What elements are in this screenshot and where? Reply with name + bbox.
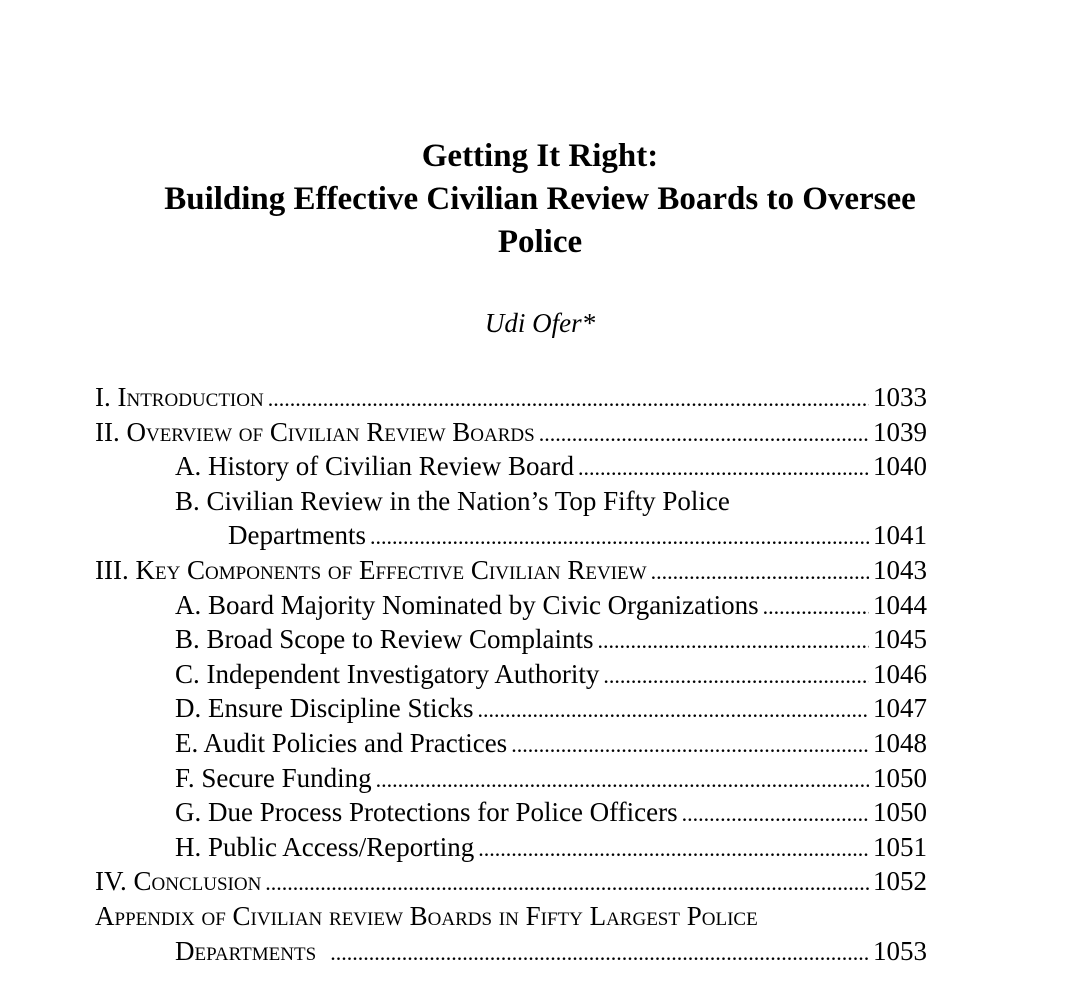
toc-label: H. Public Access/Reporting — [175, 831, 475, 862]
toc-page: 1053 — [873, 935, 927, 966]
toc-page: 1050 — [873, 762, 927, 793]
toc-label: F. Secure Funding — [175, 762, 372, 793]
toc-entry-top-fifty-line1: B. Civilian Review in the Nation’s Top Fifty Police — [175, 485, 730, 516]
toc-label: Departments — [228, 520, 366, 551]
toc-label: I. Introduction — [95, 382, 264, 412]
toc-page: 1040 — [873, 451, 927, 482]
toc-entry-overview — [95, 415, 927, 450]
toc-label: Departments — [175, 935, 317, 966]
toc-label: IV. Conclusion — [95, 866, 262, 897]
toc-entry-f — [175, 761, 927, 796]
toc-entry-introduction — [95, 380, 927, 415]
toc-page: 1039 — [873, 416, 927, 447]
toc-entry-d — [175, 691, 927, 726]
toc-page: 1051 — [873, 831, 927, 862]
toc-entry-g — [175, 795, 927, 830]
toc-entry-appendix-line1: Appendix of Civilian review Boards in Fifty Largest Police — [95, 901, 758, 931]
toc-page: 1048 — [873, 728, 927, 758]
title-line-3: Police — [497, 224, 583, 260]
toc-entry-conclusion — [95, 864, 927, 899]
toc-page: 1033 — [873, 382, 927, 412]
toc-entry-history — [175, 449, 927, 484]
toc-entry-a — [175, 588, 927, 623]
toc-label: C. Independent Investigatory Authority — [175, 658, 600, 689]
toc-page: 1046 — [873, 658, 927, 689]
toc-entry-b — [175, 622, 927, 657]
toc-label: D. Ensure Discipline Sticks — [175, 693, 474, 724]
title-line-2: Building Effective Civilian Review Boards to Oversee — [164, 181, 916, 217]
toc-entry-appendix — [175, 934, 927, 969]
toc-page: 1050 — [873, 797, 927, 828]
toc-label: III. Key Components of Effective Civilian Review — [95, 555, 647, 585]
toc-label: B. Broad Scope to Review Complaints — [175, 624, 594, 655]
toc-page: 1052 — [873, 866, 927, 897]
toc-page: 1047 — [873, 693, 927, 724]
article-title — [0, 135, 1080, 264]
toc-page: 1041 — [873, 520, 927, 551]
toc-entry-top-fifty — [228, 518, 927, 553]
toc-label: A. History of Civilian Review Board — [175, 451, 574, 482]
toc-page: 1043 — [873, 555, 927, 585]
author-name: Udi Ofer* — [484, 308, 596, 338]
title-line-1: Getting It Right: — [421, 138, 659, 174]
toc-label: G. Due Process Protections for Police Officers — [175, 797, 678, 828]
toc-entry-h — [175, 830, 927, 865]
toc-label: A. Board Majority Nominated by Civic Organizations — [175, 589, 759, 620]
toc-entry-key-components — [95, 553, 927, 588]
toc-entry-c — [175, 657, 927, 692]
toc-page: 1044 — [873, 589, 927, 620]
toc-entry-e — [175, 726, 927, 761]
toc-page: 1045 — [873, 624, 927, 655]
toc-label: E. Audit Policies and Practices — [175, 728, 508, 758]
toc-label: II. Overview of Civilian Review Boards — [95, 416, 535, 447]
